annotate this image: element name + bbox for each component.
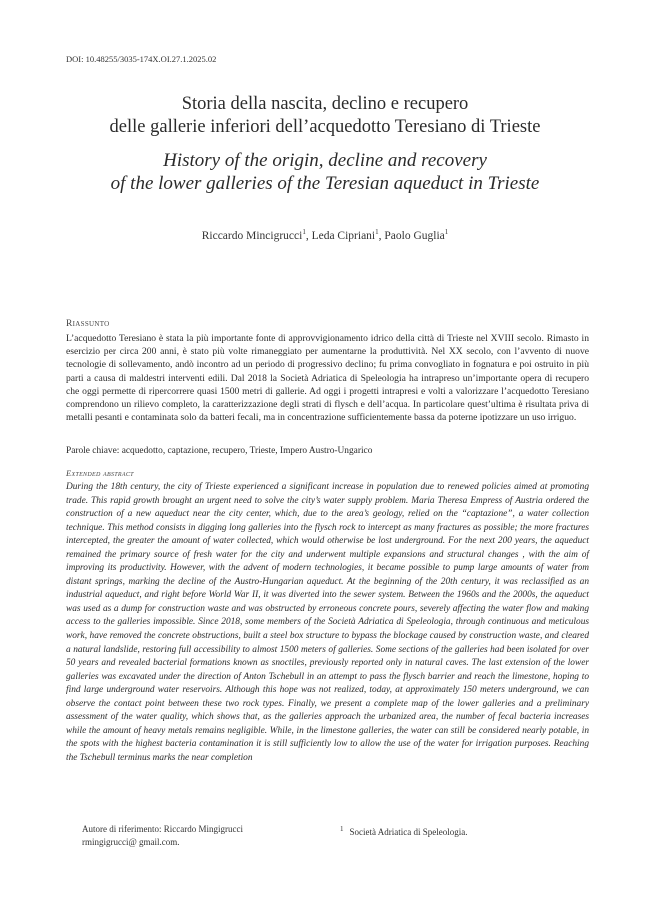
title-italian-line-1: Storia della nascita, declino e recupero [181,94,469,114]
keywords: Parole chiave: acquedotto, captazione, recupero, Trieste, Impero Austro-Ungarico [66,446,373,456]
author-affiliation-marker: 1 [302,228,306,236]
riassunto-heading: Riassunto [66,319,110,329]
corresponding-author [82,823,322,849]
title-italian [40,93,610,139]
author-affiliation-marker: 1 [444,228,449,236]
extended-abstract-text: During the 18th century, the city of Trieste experienced a significant increase in population due to renewed policies aimed at promoting trade. This rapid growth brought an urgent need to solve the city’s water supply problem. Maria Theresa Empress of Austria ordered the construction of a new aqueduct near the city center, which, due to the area’s geology, relied on the “captazione”, a water collection technique. This method consists in digging long galleries into the flysch rock to intercept as many fractures as possible; the more fractures intercepted, the greater the amount of water collected, which would otherwise be lost underground. For the next 200 years, the aqueduct remained the primary source of fresh water for the city and underwent multiple expansions and structural changes , with the aim of improving its productivity. However, with the advent of modern technologies, it became possible to pump large amounts of water from distant springs, marking the decline of the Austro-Hungarian aqueduct. At the beginning of the 20th century, it was reclassified as an industrial aqueduct, and right before World War II, it was diverted into the sewer system. Between the 1960s and the 2000s, the aqueduct was used as a dump for construction waste and was obstructed by erroneous concrete pours, severely affecting the water flow and making access to the galleries impossible. Since 2018, some members of the Società Adriatica di Speleologia, through continuous and meticulous work, have removed the concrete obstructions, built a steel box structure to bypass the blockage caused by construction waste, and cleared a natural landslide, restoring full accessibility to almost 1500 meters of galleries. Some sections of the galleries had been isolated for over 50 years and revealed bacterial formations known as snoctiles, previously reported only in natural caves. The last extension of the lower galleries was excavated under the direction of Anton Tschebull in an attempt to pass the flysch barrier and reach the limestone, hoping to find large underground water reservoirs. Although this hope was not realized, today, at approximately 150 meters underground, we can observe the contact point between these two rock types. Finally, we present a complete map of the lower galleries and a preliminary assessment of the water quality, which shows that, as the galleries approach the urbanized area, the number of fecal bacteria increases while the amount of heavy metals remains negligible. While, in the limestone galleries, the water can still be considered nearly potable, in the spots with the highest bacteria contamination it is still sufficiently low to allow the use of the water for irrigation purposes. Reaching the Tschebull terminus marks the near completion [66,482,589,763]
author-list: Riccardo Mincigrucci$^1$, Leda Cipriani$^1$, Paolo Guglia$^1$ [201,228,449,242]
corresponding-author-email[interactable]: rmingigrucci@ gmail.com. [82,837,180,847]
author-affiliation-marker: 1 [375,228,379,236]
author-name: Paolo Guglia [384,229,445,242]
affiliation-footnote-text: Società Adriatica di Speleologia. [349,827,468,837]
affiliation-footnote [340,823,600,839]
author-name: Riccardo Mincigrucci [201,229,303,242]
title-italian-line-2: delle gallerie inferiori dell’acquedotto Teresiano di Trieste [109,117,541,137]
extended-abstract-heading: Extended abstract [66,468,134,478]
title-english-line-2: of the lower galleries of the Teresian aqueduct in Trieste [110,173,540,194]
riassunto-text: L’acquedotto Teresiano è stata la più importante fonte di approvvigionamento idrico della città di Trieste nel XVIII secolo. Rimasto in esercizio per circa 200 anni, è stato più volte rimaneggiato per aumentarne la produttività. Nel XX secolo, con l’avvento di nuove tecnologie di sollevamento, andò incontro ad un periodo di progressivo declino; fu prima convogliato in fognatura e poi ostruito in più parti a causa di maldestri interventi edili. Dal 2018 la Società Adriatica di Speleologia ha intrapreso un’importante opera di recupero che oggi permette di ripercorrere quasi 1500 metri di gallerie. Ad oggi i progetti intrapresi e volti a valorizzare l’acquedotto Teresiano comprendono un rilievo completo, la caratterizzazione degli strati di flysch e dell’acqua. In particolare quest’ultima è risultata priva di metalli pesanti e contaminata solo da batteri fecali, ma in concentrazione sufficientemente bassa da poterne ipotizzare un uso irriguo. [66,333,589,424]
affiliation-footnote-marker: 1 [340,825,344,833]
title-english-line-1: History of the origin, decline and recovery [163,150,487,171]
doi: DOI: 10.48255/3035-174X.OI.27.1.2025.02 [66,54,217,64]
author-name: Leda Cipriani [311,229,376,242]
title-english [40,149,610,195]
corresponding-author-label: Autore di riferimento: Riccardo Mingigrucci [82,824,243,834]
